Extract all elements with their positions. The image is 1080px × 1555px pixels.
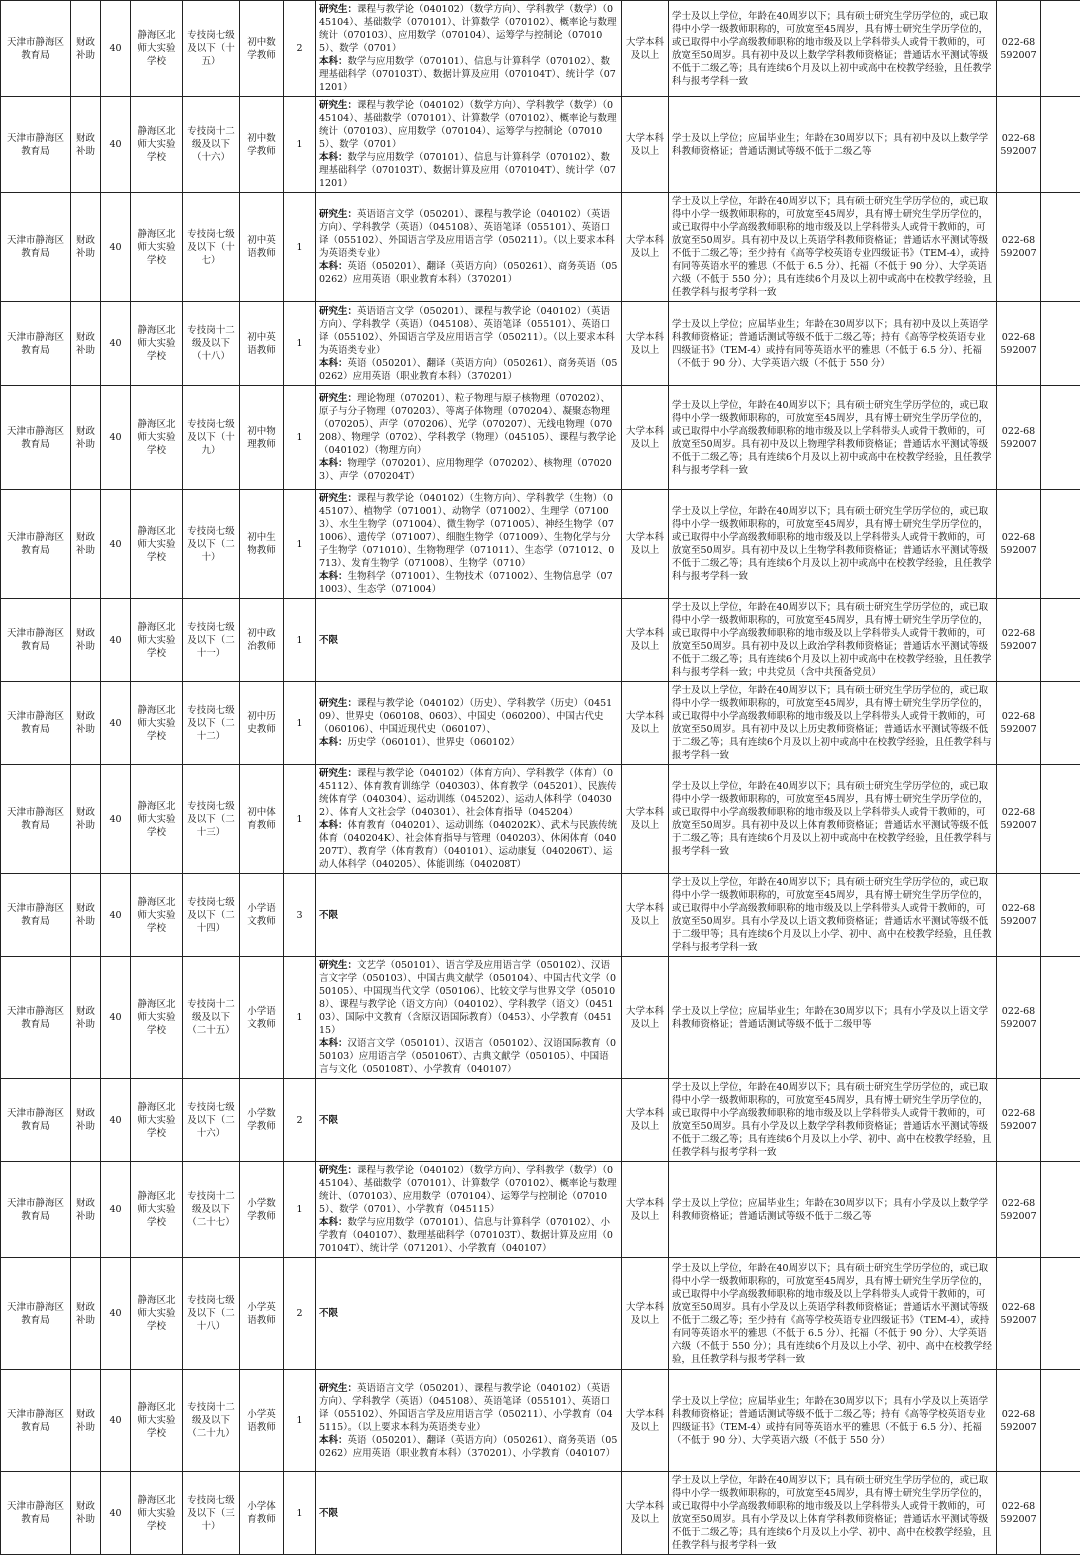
- cell-remark: [1041, 765, 1080, 874]
- cell-post: 专技岗七级及以下（十五）: [183, 1, 240, 97]
- major-undergrad: [319, 457, 618, 483]
- label-graduate: 研究生：: [319, 393, 357, 404]
- cell-remark: [1041, 1, 1080, 97]
- cell-post: 专技岗七级及以下（二十三）: [183, 765, 240, 874]
- label-undergrad: 本科：: [319, 1217, 348, 1228]
- major-graduate-text: 课程与教学论（040102）（生物方向）、学科教学（生物）（045107）、植物学（071001）、动物学（071002）、生理学（071003）、水生生物学（071004）、微生物学（071005）、神经生物学（071006）、遗传学（071007）、细胞生物学（071009）、生物化学与分子生物学（071010）、生物物理学（071011）、生态学（071012、0713）、发育生物学（071008）、生物学（0710）: [319, 493, 614, 569]
- table-row: [1, 1258, 1080, 1370]
- major-undergrad: [319, 357, 618, 383]
- cell-code: 40: [101, 1079, 131, 1162]
- cell-position: 小学英语教师: [240, 1258, 284, 1370]
- cell-education: 大学本科及以上: [622, 1370, 669, 1472]
- major-graduate: [319, 305, 618, 357]
- cell-remark: [1041, 1079, 1080, 1162]
- major-graduate: [319, 1382, 618, 1434]
- cell-conditions: 学士及以上学位；应届毕业生；年龄在30周岁以下；具有小学及以上语文学科教师资格证；普通话测试等级不低于二级甲等: [669, 957, 997, 1079]
- cell-unit: 天津市静海区教育局: [1, 682, 71, 765]
- cell-phone: 022-68592007: [997, 302, 1041, 386]
- cell-education: 大学本科及以上: [622, 1258, 669, 1370]
- cell-position: 初中英语教师: [240, 302, 284, 386]
- cell-count: 1: [284, 599, 316, 682]
- major-graduate: [319, 99, 618, 151]
- major-undergrad-text: 数学与应用数学（070101）、信息与计算科学（070102）、数理基础科学（070103T）、数据计算及应用（070104T）、统计学（071201）: [319, 56, 616, 93]
- cell-count: 1: [284, 193, 316, 302]
- cell-position: 初中数学教师: [240, 1, 284, 97]
- cell-code: 40: [101, 97, 131, 193]
- cell-unit: 天津市静海区教育局: [1, 765, 71, 874]
- cell-unit: 天津市静海区教育局: [1, 302, 71, 386]
- cell-count: 1: [284, 765, 316, 874]
- table-row: [1, 765, 1080, 874]
- table-row: [1, 874, 1080, 957]
- cell-remark: [1041, 1258, 1080, 1370]
- major-undergrad: [319, 1434, 618, 1460]
- cell-count: 1: [284, 1472, 316, 1555]
- cell-remark: [1041, 302, 1080, 386]
- cell-phone: 022-68592007: [997, 765, 1041, 874]
- cell-position: 初中物理教师: [240, 386, 284, 490]
- cell-remark: [1041, 1162, 1080, 1258]
- cell-major-unlimited: 不限: [316, 1079, 622, 1162]
- major-graduate-text: 英语语言文学（050201）、课程与教学论（040102）（英语方向）、学科教学（英语）（045108）、英语笔译（055101）、英语口译（055102）、外国语言学及应用语言学（050211）。（以上要求本科为英语类专业）: [319, 306, 615, 356]
- cell-conditions: 学士及以上学位，年龄在40周岁以下；具有硕士研究生学历学位的，或已取得中小学一级教师职称的，可放宽至45周岁，具有博士研究生学历学位的，或已取得中小学高级教师职称的地市级及以上学科带头人或骨干教师的，可放宽至50周岁。具有初中及以上英语学科教师资格证；普通话水平测试等级不低于二级乙等；至少持有《高等学校英语专业四级证书》（TEM-4），或持有同等英语水平的雅思（不低于 6.5 分）、托福（不低于 90 分）、大学英语六级（不低于 550 分）；具有连续6个月及以上初中或高中在校教学经验，且任教学科与报考学科一致: [669, 193, 997, 302]
- cell-count: 1: [284, 386, 316, 490]
- major-graduate: [319, 959, 618, 1037]
- major-undergrad: [319, 570, 618, 596]
- cell-phone: 022-68592007: [997, 97, 1041, 193]
- cell-position: 小学体育教师: [240, 1472, 284, 1555]
- cell-remark: [1041, 490, 1080, 599]
- label-graduate: 研究生：: [319, 100, 357, 111]
- cell-funding: 财政补助: [71, 1370, 101, 1472]
- cell-school: 静海区北师大实验学校: [131, 193, 183, 302]
- cell-phone: 022-68592007: [997, 1, 1041, 97]
- major-graduate: [319, 697, 618, 736]
- major-graduate: [319, 767, 618, 819]
- cell-funding: 财政补助: [71, 490, 101, 599]
- major-graduate-text: 文艺学（050101）、语言学及应用语言学（050102）、汉语言文字学（050103）、中国古典文献学（050104）、中国古代文学（050105）、中国现当代文学（050106）、比较文学与世界文学（050108）、课程与教学论（语文方向）（040102）、学科教学（语文）（045103）、国际中文教育（含原汉语国际教育）（0453）、小学教育（045115）: [319, 960, 616, 1036]
- major-undergrad-text: 英语（050201）、翻译（英语方向）（050261）、商务英语（050262）应用英语（职业教育本科）（370201）: [319, 261, 617, 285]
- cell-post: 专技岗七级及以下（二十四）: [183, 874, 240, 957]
- cell-conditions: 学士及以上学位，年龄在40周岁以下；具有硕士研究生学历学位的，或已取得中小学一级教师职称的，可放宽至45周岁，具有博士研究生学历学位的，或已取得中小学高级教师职称的地市级及以上学科带头人或骨干教师的，可放宽至50周岁。具有初中及以上体育教师资格证；普通话水平测试等级不低于二级乙等；具有连续6个月及以上初中或高中在校教学经验，且任教学科与报考学科一致: [669, 765, 997, 874]
- cell-post: 专技岗十二级及以下（十六）: [183, 97, 240, 193]
- major-undergrad-text: 历史学（060101）、世界史（060102）: [348, 737, 520, 748]
- cell-code: 40: [101, 1, 131, 97]
- cell-conditions: 学士及以上学位，年龄在40周岁以下；具有硕士研究生学历学位的，或已取得中小学一级教师职称的，可放宽至45周岁，具有博士研究生学历学位的，或已取得中小学高级教师职称的地市级及以上学科带头人或骨干教师的，可放宽至50周岁。具有小学及以上体育学科教师资格证；普通话水平测试等级不低于二级乙等；具有连续6个月及以上小学、初中、高中在校教学经验，且任教学科与报考学科一致: [669, 1472, 997, 1555]
- label-graduate: 研究生：: [319, 768, 357, 779]
- cell-education: 大学本科及以上: [622, 97, 669, 193]
- cell-major: [316, 302, 622, 386]
- cell-position: 小学数学教师: [240, 1162, 284, 1258]
- cell-school: 静海区北师大实验学校: [131, 1370, 183, 1472]
- cell-remark: [1041, 1370, 1080, 1472]
- major-undergrad-text: 汉语言文学（050101）、汉语言（050102）、汉语国际教育（050103）应用语言学（050106T）、古典文献学（050105）、中国语言与文化（050108T）、小学教育（040107）: [319, 1038, 616, 1075]
- major-graduate-text: 课程与教学论（040102）（数学方向）、学科教学（数学）（045104）、基础数学（070101）、计算数学（070102）、概率论与数理统计（070103）、应用数学（070104）、运筹学与控制论（070105）、数学（0701）: [319, 100, 617, 150]
- major-undergrad-text: 数学与应用数学（070101）、信息与计算科学（070102）、数理基础科学（070103T）、数据计算及应用（070104T）、统计学（071201）: [319, 152, 616, 189]
- major-graduate-text: 理论物理（070201）、粒子物理与原子核物理（070202）、原子与分子物理（070203）、等离子体物理（070204）、凝聚态物理（070205）、声学（070206）、光学（070207）、无线电物理（070208）、物理学（0702）、学科教学（物理）（045105）、课程与教学论（040102）（物理方向）: [319, 393, 616, 456]
- cell-code: 40: [101, 874, 131, 957]
- cell-post: 专技岗七级及以下（二十一）: [183, 599, 240, 682]
- cell-position: 初中英语教师: [240, 193, 284, 302]
- cell-post: 专技岗七级及以下（三十）: [183, 1472, 240, 1555]
- cell-major-unlimited: 不限: [316, 1258, 622, 1370]
- table-row: [1, 97, 1080, 193]
- cell-post: 专技岗十二级及以下（十八）: [183, 302, 240, 386]
- cell-code: 40: [101, 599, 131, 682]
- cell-education: 大学本科及以上: [622, 1, 669, 97]
- label-undergrad: 本科：: [319, 56, 348, 67]
- cell-conditions: 学士及以上学位；应届毕业生；年龄在30周岁以下；具有初中及以上数学学科教师资格证；普通话测试等级不低于二级乙等: [669, 97, 997, 193]
- label-graduate: 研究生：: [319, 4, 357, 15]
- label-undergrad: 本科：: [319, 358, 348, 369]
- major-undergrad: [319, 151, 618, 190]
- cell-phone: 022-68592007: [997, 193, 1041, 302]
- cell-major: [316, 765, 622, 874]
- cell-position: 初中体育教师: [240, 765, 284, 874]
- cell-school: 静海区北师大实验学校: [131, 957, 183, 1079]
- cell-major: [316, 682, 622, 765]
- cell-phone: 022-68592007: [997, 1370, 1041, 1472]
- cell-position: 初中生物教师: [240, 490, 284, 599]
- cell-education: 大学本科及以上: [622, 599, 669, 682]
- cell-conditions: 学士及以上学位；应届毕业生；年龄在30周岁以下；具有初中及以上英语学科教师资格证；普通话测试等级不低于二级乙等；持有《高等学校英语专业四级证书》（TEM-4）或持有同等英语水平的雅思（不低于 6.5 分）、托福（不低于 90 分）、大学英语六级（不低于 550 分）: [669, 302, 997, 386]
- cell-education: 大学本科及以上: [622, 386, 669, 490]
- table-row: [1, 1, 1080, 97]
- label-graduate: 研究生：: [319, 698, 357, 709]
- major-undergrad-text: 英语（050201）、翻译（英语方向）（050261）、商务英语（050262）应用英语（职业教育本科）（370201）: [319, 358, 617, 382]
- major-graduate: [319, 1164, 618, 1216]
- cell-phone: 022-68592007: [997, 957, 1041, 1079]
- cell-remark: [1041, 1472, 1080, 1555]
- major-undergrad: [319, 1216, 618, 1255]
- table-row: [1, 1370, 1080, 1472]
- cell-major: [316, 193, 622, 302]
- cell-education: 大学本科及以上: [622, 682, 669, 765]
- cell-remark: [1041, 193, 1080, 302]
- cell-education: 大学本科及以上: [622, 765, 669, 874]
- cell-phone: 022-68592007: [997, 599, 1041, 682]
- cell-funding: 财政补助: [71, 302, 101, 386]
- cell-unit: 天津市静海区教育局: [1, 193, 71, 302]
- major-undergrad-text: 体育教育（040201）、运动训练（040202K）、武术与民族传统体育（040204K）、社会体育指导与管理（040203）、休闲体育（040207T）、教育学（体育教育）（040101）、运动康复（040206T）、运动人体科学（040205）、体能训练（040208T）: [319, 820, 617, 870]
- cell-remark: [1041, 386, 1080, 490]
- cell-major-unlimited: 不限: [316, 599, 622, 682]
- cell-conditions: 学士及以上学位；应届毕业生；年龄在30周岁以下；具有小学及以上数学学科教师资格证；普通话测试等级不低于二级乙等: [669, 1162, 997, 1258]
- cell-conditions: 学士及以上学位，年龄在40周岁以下；具有硕士研究生学历学位的，或已取得中小学一级教师职称的，可放宽至45周岁，具有博士研究生学历学位的，或已取得中小学高级教师职称的地市级及以上学科带头人或骨干教师的，可放宽至50周岁。具有小学及以上语文教师资格证；普通话水平测试等级不低于二级甲等；具有连续6个月及以上小学、初中、高中在校教学经验，且任教学科与报考学科一致: [669, 874, 997, 957]
- cell-position: 小学语文教师: [240, 874, 284, 957]
- cell-major: [316, 1, 622, 97]
- major-undergrad: [319, 260, 618, 286]
- table-row: [1, 1079, 1080, 1162]
- cell-school: 静海区北师大实验学校: [131, 765, 183, 874]
- cell-unit: 天津市静海区教育局: [1, 599, 71, 682]
- cell-education: 大学本科及以上: [622, 193, 669, 302]
- cell-education: 大学本科及以上: [622, 302, 669, 386]
- major-undergrad-text: 生物科学（071001）、生物技术（071002）、生物信息学（071003）、生态学（071004）: [319, 571, 613, 595]
- major-graduate: [319, 208, 618, 260]
- cell-school: 静海区北师大实验学校: [131, 682, 183, 765]
- label-undergrad: 本科：: [319, 1038, 348, 1049]
- cell-major: [316, 1370, 622, 1472]
- table-row: [1, 490, 1080, 599]
- label-graduate: 研究生：: [319, 306, 357, 317]
- cell-funding: 财政补助: [71, 765, 101, 874]
- cell-school: 静海区北师大实验学校: [131, 490, 183, 599]
- cell-code: 40: [101, 957, 131, 1079]
- cell-count: 2: [284, 1258, 316, 1370]
- cell-school: 静海区北师大实验学校: [131, 386, 183, 490]
- cell-count: 1: [284, 97, 316, 193]
- cell-major: [316, 1162, 622, 1258]
- cell-code: 40: [101, 1258, 131, 1370]
- cell-count: 1: [284, 490, 316, 599]
- cell-count: 2: [284, 1, 316, 97]
- cell-post: 专技岗七级及以下（二十）: [183, 490, 240, 599]
- cell-position: 小学语文教师: [240, 957, 284, 1079]
- cell-school: 静海区北师大实验学校: [131, 1472, 183, 1555]
- cell-conditions: 学士及以上学位，年龄在40周岁以下；具有硕士研究生学历学位的，或已取得中小学一级教师职称的，可放宽至45周岁，具有博士研究生学历学位的，或已取得中小学高级教师职称的地市级及以上学科带头人或骨干教师的，可放宽至50周岁。具有初中及以上历史教师资格证；普通话水平测试等级不低于二级乙等；具有连续6个月及以上初中或高中在校教学经验，且任教学科与报考学科一致: [669, 682, 997, 765]
- cell-code: 40: [101, 1370, 131, 1472]
- major-undergrad-text: 英语（050201）、翻译（英语方向）（050261）、商务英语（050262）应用英语（职业教育本科）（370201）、小学教育（040107）: [319, 1435, 617, 1459]
- cell-funding: 财政补助: [71, 1258, 101, 1370]
- table-row: [1, 1162, 1080, 1258]
- table-row: [1, 302, 1080, 386]
- cell-major: [316, 386, 622, 490]
- cell-phone: 022-68592007: [997, 1258, 1041, 1370]
- cell-post: 专技岗七级及以下（二十八）: [183, 1258, 240, 1370]
- cell-phone: 022-68592007: [997, 1079, 1041, 1162]
- cell-code: 40: [101, 490, 131, 599]
- cell-remark: [1041, 874, 1080, 957]
- cell-count: 1: [284, 957, 316, 1079]
- label-undergrad: 本科：: [319, 1435, 348, 1446]
- cell-education: 大学本科及以上: [622, 874, 669, 957]
- cell-phone: 022-68592007: [997, 386, 1041, 490]
- cell-school: 静海区北师大实验学校: [131, 1079, 183, 1162]
- major-graduate: [319, 492, 618, 570]
- cell-unit: 天津市静海区教育局: [1, 1, 71, 97]
- cell-major-unlimited: 不限: [316, 874, 622, 957]
- cell-code: 40: [101, 386, 131, 490]
- cell-education: 大学本科及以上: [622, 1472, 669, 1555]
- cell-code: 40: [101, 193, 131, 302]
- cell-count: 1: [284, 1370, 316, 1472]
- cell-unit: 天津市静海区教育局: [1, 1472, 71, 1555]
- cell-unit: 天津市静海区教育局: [1, 1162, 71, 1258]
- table-body: [1, 1, 1080, 1555]
- major-graduate-text: 课程与教学论（040102）（体育方向）、学科教学（体育）（045112）、体育教育训练学（040303）、体育教学（045201）、民族传统体育学（040304）、运动训练（045202）、运动人体科学（040302）、体育人文社会学（040301）、社会体育指导（045204）: [319, 768, 617, 818]
- cell-post: 专技岗七级及以下（十七）: [183, 193, 240, 302]
- cell-unit: 天津市静海区教育局: [1, 1258, 71, 1370]
- cell-education: 大学本科及以上: [622, 1079, 669, 1162]
- cell-funding: 财政补助: [71, 1472, 101, 1555]
- cell-code: 40: [101, 1472, 131, 1555]
- cell-major: [316, 490, 622, 599]
- cell-funding: 财政补助: [71, 386, 101, 490]
- cell-post: 专技岗十二级及以下（二十七）: [183, 1162, 240, 1258]
- cell-unit: 天津市静海区教育局: [1, 957, 71, 1079]
- label-undergrad: 本科：: [319, 571, 348, 582]
- cell-count: 1: [284, 682, 316, 765]
- cell-school: 静海区北师大实验学校: [131, 302, 183, 386]
- cell-funding: 财政补助: [71, 957, 101, 1079]
- label-undergrad: 本科：: [319, 458, 348, 469]
- cell-code: 40: [101, 302, 131, 386]
- cell-unit: 天津市静海区教育局: [1, 386, 71, 490]
- cell-position: 初中数学教师: [240, 97, 284, 193]
- label-undergrad: 本科：: [319, 820, 348, 831]
- cell-conditions: 学士及以上学位，年龄在40周岁以下；具有硕士研究生学历学位的，或已取得中小学一级教师职称的，可放宽至45周岁，具有博士研究生学历学位的，或已取得中小学高级教师职称的地市级及以上学科带头人或骨干教师的，可放宽至50周岁。具有初中及以上数学学科教师资格证；普通话水平测试等级不低于二级乙等；具有连续6个月及以上初中或高中在校教学经验，且任教学科与报考学科一致: [669, 1, 997, 97]
- table-row: [1, 1472, 1080, 1555]
- cell-funding: 财政补助: [71, 97, 101, 193]
- cell-funding: 财政补助: [71, 599, 101, 682]
- table-row: [1, 599, 1080, 682]
- major-graduate-text: 课程与教学论（040102）（数学方向）、学科教学（数学）（045104）、基础数学（070101）、计算数学（070102）、概率论与数理统计、（070103）、应用数学（070104）、运筹学与控制论（070105）、数学（0701）、小学教育（045115）: [319, 1165, 617, 1215]
- cell-funding: 财政补助: [71, 682, 101, 765]
- cell-phone: 022-68592007: [997, 874, 1041, 957]
- cell-school: 静海区北师大实验学校: [131, 97, 183, 193]
- table-row: [1, 957, 1080, 1079]
- major-graduate: [319, 3, 618, 55]
- cell-post: 专技岗七级及以下（二十六）: [183, 1079, 240, 1162]
- cell-count: 2: [284, 1079, 316, 1162]
- cell-major-unlimited: 不限: [316, 1472, 622, 1555]
- label-graduate: 研究生：: [319, 209, 357, 220]
- major-graduate-text: 英语语言文学（050201）、课程与教学论（040102）（英语方向）、学科教学（英语）（045108）、英语笔译（055101）、英语口译（055102）、外国语言学及应用语言学（050211）。（以上要求本科为英语类专业）: [319, 209, 615, 259]
- major-graduate-text: 课程与教学论（040102）（历史）、学科教学（历史）（045109）、世界史（060108、0603）、中国史（060200）、中国古代史（060106）、中国近现代史（060107）、: [319, 698, 612, 735]
- major-undergrad: [319, 1037, 618, 1076]
- major-graduate: [319, 392, 618, 457]
- cell-remark: [1041, 957, 1080, 1079]
- label-graduate: 研究生：: [319, 1383, 357, 1394]
- major-undergrad: [319, 819, 618, 871]
- cell-conditions: 学士及以上学位，年龄在40周岁以下；具有硕士研究生学历学位的，或已取得中小学一级教师职称的，可放宽至45周岁，具有博士研究生学历学位的，或已取得中小学高级教师职称的地市级及以上学科带头人或骨干教师的，可放宽至50周岁。具有初中及以上政治学科教师资格证；普通话水平测试等级不低于二级乙等；具有连续6个月及以上初中或高中在校教学经验，且任教学科与报考学科一致；中共党员（含中共预备党员）: [669, 599, 997, 682]
- cell-school: 静海区北师大实验学校: [131, 874, 183, 957]
- major-undergrad-text: 数学与应用数学（070101）、信息与计算科学（070102）、小学教育（040107）、数理基础科学（070103T）、数据计算及应用（070104T）、统计学（071201）、小学教育（040107）: [319, 1217, 613, 1254]
- cell-school: 静海区北师大实验学校: [131, 1162, 183, 1258]
- cell-conditions: 学士及以上学位，年龄在40周岁以下；具有硕士研究生学历学位的，或已取得中小学一级教师职称的，可放宽至45周岁，具有博士研究生学历学位的，或已取得中小学高级教师职称的地市级及以上学科带头人或骨干教师的，可放宽至50周岁。具有小学及以上数学学科教师资格证；普通话水平测试等级不低于二级乙等；具有连续6个月及以上小学、初中、高中在校教学经验，且任教学科与报考学科一致: [669, 1079, 997, 1162]
- cell-count: 3: [284, 874, 316, 957]
- cell-post: 专技岗十二级及以下（二十五）: [183, 957, 240, 1079]
- cell-unit: 天津市静海区教育局: [1, 1079, 71, 1162]
- major-undergrad-text: 物理学（070201）、应用物理学（070202）、核物理（070203）、声学（070204T）: [319, 458, 612, 482]
- cell-remark: [1041, 682, 1080, 765]
- cell-education: 大学本科及以上: [622, 490, 669, 599]
- cell-funding: 财政补助: [71, 1162, 101, 1258]
- cell-major: [316, 957, 622, 1079]
- label-graduate: 研究生：: [319, 493, 357, 504]
- label-undergrad: 本科：: [319, 737, 348, 748]
- label-undergrad: 本科：: [319, 261, 348, 272]
- cell-code: 40: [101, 682, 131, 765]
- cell-school: 静海区北师大实验学校: [131, 1, 183, 97]
- cell-position: 小学数学教师: [240, 1079, 284, 1162]
- cell-phone: 022-68592007: [997, 682, 1041, 765]
- cell-conditions: 学士及以上学位，年龄在40周岁以下；具有硕士研究生学历学位的，或已取得中小学一级教师职称的，可放宽至45周岁，具有博士研究生学历学位的，或已取得中小学高级教师职称的地市级及以上学科带头人或骨干教师的，可放宽至50周岁。具有初中及以上物理学科教师资格证；普通话水平测试等级不低于二级乙等；具有连续6个月及以上初中或高中在校教学经验，且任教学科与报考学科一致: [669, 386, 997, 490]
- cell-school: 静海区北师大实验学校: [131, 1258, 183, 1370]
- cell-unit: 天津市静海区教育局: [1, 490, 71, 599]
- cell-phone: 022-68592007: [997, 1472, 1041, 1555]
- cell-conditions: 学士及以上学位，年龄在40周岁以下；具有硕士研究生学历学位的，或已取得中小学一级教师职称的，可放宽至45周岁，具有博士研究生学历学位的，或已取得中小学高级教师职称的地市级及以上学科带头人或骨干教师的，可放宽至50周岁。具有小学及以上英语学科教师资格证；普通话水平测试等级不低于二级乙等；至少持有《高等学校英语专业四级证书》（TEM-4），或持有同等英语水平的雅思（不低于 6.5 分）、托福（不低于 90 分）、大学英语六级（不低于 550 分）；具有连续6个月及以上小学、初中、高中在校教学经验，且任教学科与报考学科一致: [669, 1258, 997, 1370]
- cell-position: 小学英语教师: [240, 1370, 284, 1472]
- cell-position: 初中历史教师: [240, 682, 284, 765]
- table-row: [1, 193, 1080, 302]
- cell-funding: 财政补助: [71, 193, 101, 302]
- cell-education: 大学本科及以上: [622, 1162, 669, 1258]
- cell-phone: 022-68592007: [997, 1162, 1041, 1258]
- cell-phone: 022-68592007: [997, 490, 1041, 599]
- cell-count: 1: [284, 1162, 316, 1258]
- cell-post: 专技岗七级及以下（二十二）: [183, 682, 240, 765]
- cell-position: 初中政治教师: [240, 599, 284, 682]
- cell-school: 静海区北师大实验学校: [131, 599, 183, 682]
- label-graduate: 研究生：: [319, 1165, 357, 1176]
- major-graduate-text: 课程与教学论（040102）（数学方向）、学科教学（数学）（045104）、基础数学（070101）、计算数学（070102）、概率论与数理统计（070103）、应用数学（070104）、运筹学与控制论（070105）、数学（0701）: [319, 4, 617, 54]
- cell-unit: 天津市静海区教育局: [1, 97, 71, 193]
- cell-remark: [1041, 599, 1080, 682]
- cell-conditions: 学士及以上学位，年龄在40周岁以下；具有硕士研究生学历学位的，或已取得中小学一级教师职称的，可放宽至45周岁，具有博士研究生学历学位的，或已取得中小学高级教师职称的地市级及以上学科带头人或骨干教师的，可放宽至50周岁。具有初中及以上生物学科教师资格证；普通话水平测试等级不低于二级乙等；具有连续6个月及以上初中或高中在校教学经验，且任教学科与报考学科一致: [669, 490, 997, 599]
- cell-remark: [1041, 97, 1080, 193]
- cell-post: 专技岗十二级及以下（二十九）: [183, 1370, 240, 1472]
- cell-conditions: 学士及以上学位；应届毕业生；年龄在30周岁以下；具有小学及以上英语学科教师资格证；普通话测试等级不低于二级乙等；持有《高等学校英语专业四级证书》（TEM-4）或持有同等英语水平的雅思（不低于 6.5 分）、托福（不低于 90 分）、大学英语六级（不低于 550 分）: [669, 1370, 997, 1472]
- table-row: [1, 682, 1080, 765]
- cell-funding: 财政补助: [71, 1079, 101, 1162]
- cell-post: 专技岗七级及以下（十九）: [183, 386, 240, 490]
- cell-code: 40: [101, 765, 131, 874]
- label-undergrad: 本科：: [319, 152, 348, 163]
- cell-funding: 财政补助: [71, 874, 101, 957]
- major-undergrad: [319, 55, 618, 94]
- cell-major: [316, 97, 622, 193]
- cell-count: 1: [284, 302, 316, 386]
- cell-funding: 财政补助: [71, 1, 101, 97]
- table-row: [1, 386, 1080, 490]
- cell-unit: 天津市静海区教育局: [1, 1370, 71, 1472]
- cell-education: 大学本科及以上: [622, 957, 669, 1079]
- major-undergrad: [319, 736, 618, 749]
- label-graduate: 研究生：: [319, 960, 357, 971]
- cell-unit: 天津市静海区教育局: [1, 874, 71, 957]
- major-graduate-text: 英语语言文学（050201）、课程与教学论（040102）（英语方向）、学科教学（英语）（045108）、英语笔译（055101）、英语口译（055102）、外国语言学及应用语言学（050211）、小学教育（045115）。（以上要求本科为英语类专业）: [319, 1383, 613, 1433]
- cell-code: 40: [101, 1162, 131, 1258]
